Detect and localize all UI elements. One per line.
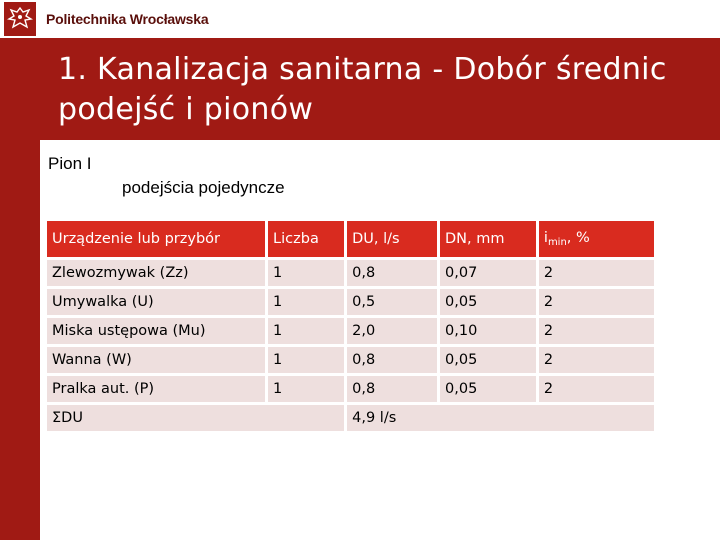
imin-i: i: [543, 230, 548, 246]
cell-imin: 2: [539, 376, 654, 405]
cell-device: Miska ustępowa (Mu): [47, 318, 268, 347]
imin-sub: min: [547, 237, 567, 248]
cell-imin: 2: [539, 318, 654, 347]
sum-value: 4,9 l/s: [347, 405, 654, 434]
fixtures-table: [47, 221, 654, 434]
university-logo: [4, 2, 36, 36]
cell-imin: 2: [539, 347, 654, 376]
university-name: Politechnika Wrocławska: [46, 11, 209, 27]
slide-title: 1. Kanalizacja sanitarna - Dobór średnic podejść i pionów: [58, 52, 667, 127]
header-dn: DN, mm: [440, 221, 539, 260]
cell-device: Umywalka (U): [47, 289, 268, 318]
table-row: [47, 376, 654, 405]
cell-count: 1: [268, 376, 347, 405]
cell-count: 1: [268, 260, 347, 289]
cell-count: 1: [268, 347, 347, 376]
cell-du: 0,8: [347, 347, 440, 376]
cell-du: 0,8: [347, 260, 440, 289]
table-row: [47, 318, 654, 347]
title-band: [40, 38, 720, 140]
cell-dn: 0,05: [440, 289, 539, 318]
cell-dn: 0,10: [440, 318, 539, 347]
eagle-crest-icon: [7, 5, 33, 33]
cell-count: 1: [268, 318, 347, 347]
cell-device: Zlewozmywak (Zz): [47, 260, 268, 289]
table-header-row: [47, 221, 654, 260]
sum-label: ΣDU: [47, 405, 347, 434]
cell-dn: 0,05: [440, 376, 539, 405]
header-bar: [0, 0, 720, 38]
cell-imin: 2: [539, 260, 654, 289]
table-row: [47, 347, 654, 376]
cell-du: 0,8: [347, 376, 440, 405]
table-row: [47, 260, 654, 289]
cell-dn: 0,07: [440, 260, 539, 289]
cell-dn: 0,05: [440, 347, 539, 376]
header-count: Liczba: [268, 221, 347, 260]
cell-du: 0,5: [347, 289, 440, 318]
sum-row: [47, 405, 654, 434]
cell-device: Wanna (W): [47, 347, 268, 376]
pion-label: Pion I: [48, 154, 92, 173]
imin-suffix: , %: [566, 230, 590, 246]
header-device: Urządzenie lub przybór: [47, 221, 268, 260]
cell-count: 1: [268, 289, 347, 318]
cell-device: Pralka aut. (P): [47, 376, 268, 405]
left-accent-bar: [0, 38, 40, 540]
cell-imin: 2: [539, 289, 654, 318]
cell-du: 2,0: [347, 318, 440, 347]
table-row: [47, 289, 654, 318]
header-du: DU, l/s: [347, 221, 440, 260]
header-imin: [539, 221, 654, 260]
subtitle: podejścia pojedyncze: [122, 178, 285, 197]
